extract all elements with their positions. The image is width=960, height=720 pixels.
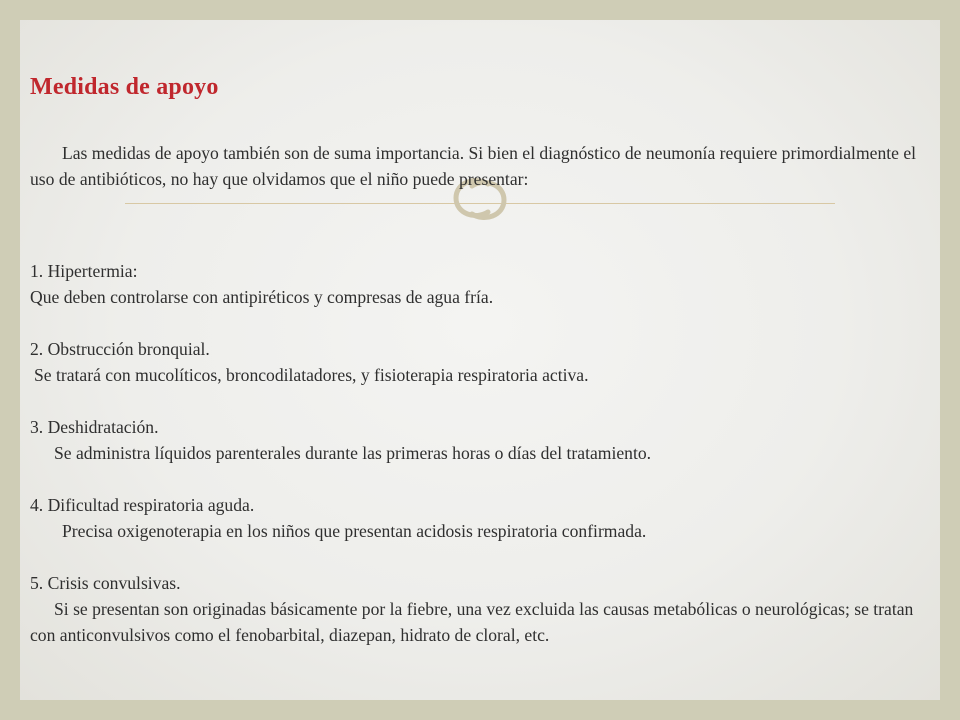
item-heading: 5. Crisis convulsivas. bbox=[30, 573, 181, 593]
item-text: Se tratará con mucolíticos, broncodilatadores, y fisioterapia respiratoria activa. bbox=[34, 365, 589, 385]
intro-paragraph: Las medidas de apoyo también son de suma importancia. Si bien el diagnóstico de neumonía requiere primordialmente el uso de antibióticos, no hay que olvidamos que el niño puede presentar: bbox=[30, 143, 917, 189]
item-heading: 1. Hipertermia: bbox=[30, 261, 138, 281]
item-text: Que deben controlarse con antipiréticos y compresas de agua fría. bbox=[30, 287, 494, 307]
list-item bbox=[30, 492, 930, 544]
list-item bbox=[30, 258, 930, 310]
item-text: Se administra líquidos parenterales durante las primeras horas o días del tratamiento. bbox=[54, 443, 652, 463]
item-heading: 4. Dificultad respiratoria aguda. bbox=[30, 495, 255, 515]
item-text: Si se presentan son originadas básicamente por la fiebre, una vez excluida las causas metabólicas o neurológicas; se tratan con anticonvulsivos como el fenobarbital, diazepan, hidrato de cloral, etc. bbox=[30, 599, 914, 645]
list-item bbox=[30, 336, 930, 388]
slide-body bbox=[30, 140, 930, 648]
list-item bbox=[30, 414, 930, 466]
support-measures-list bbox=[30, 258, 930, 648]
slide-title: Medidas de apoyo bbox=[30, 74, 219, 100]
item-heading: 2. Obstrucción bronquial. bbox=[30, 339, 210, 359]
item-heading: 3. Deshidratación. bbox=[30, 417, 159, 437]
list-item bbox=[30, 570, 930, 648]
item-text: Precisa oxigenoterapia en los niños que presentan acidosis respiratoria confirmada. bbox=[62, 521, 647, 541]
